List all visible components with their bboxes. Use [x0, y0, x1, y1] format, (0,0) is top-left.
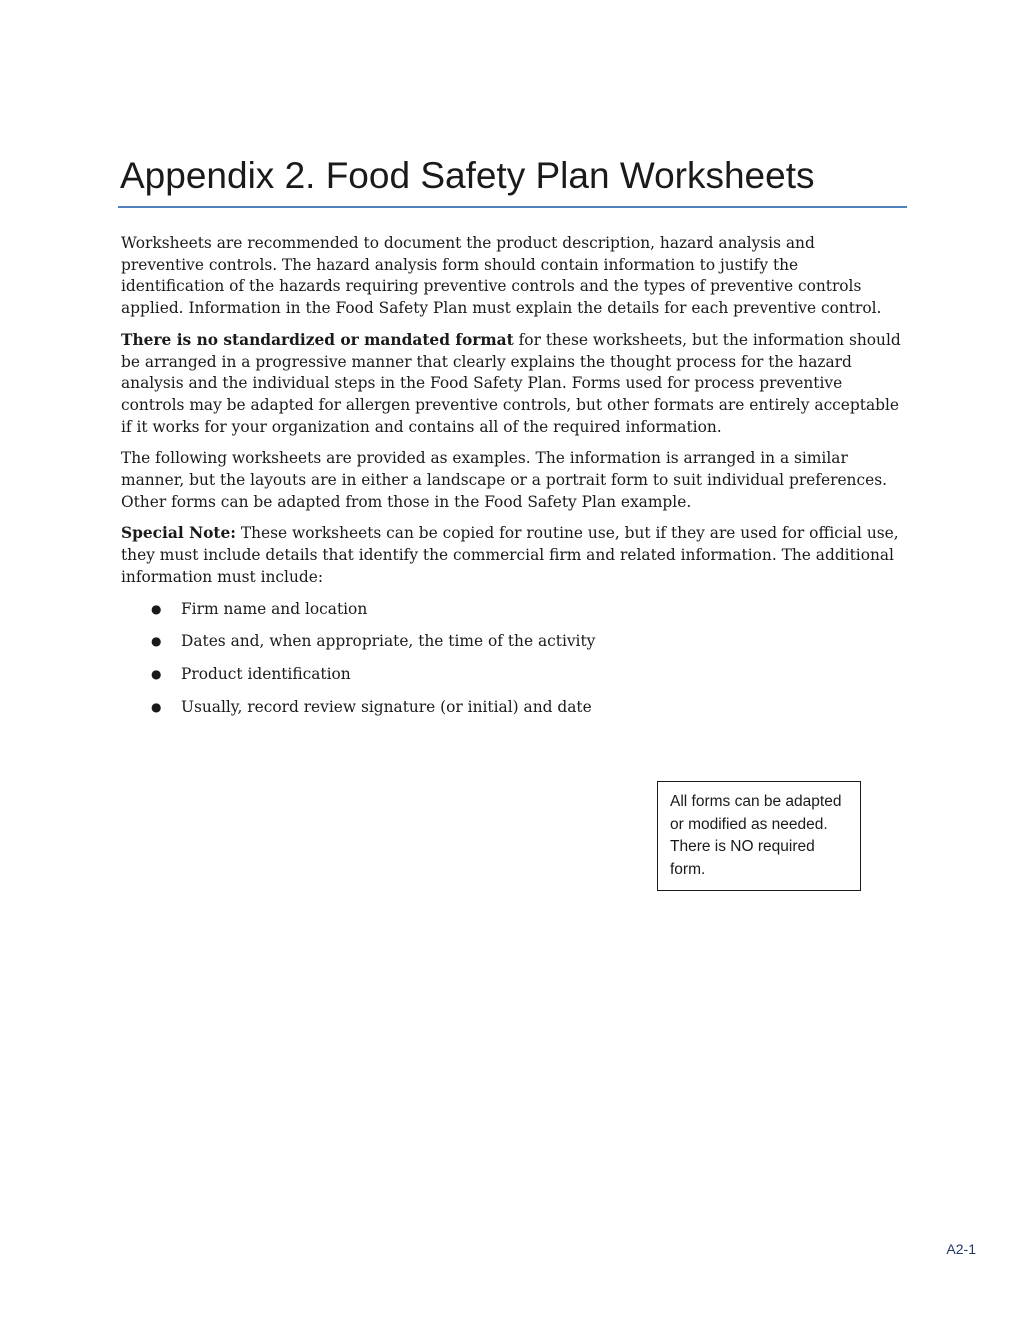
bullet-icon: ● [151, 601, 162, 616]
special-note-label: Special Note: [121, 524, 236, 543]
list-item [121, 664, 901, 686]
required-info-list [121, 599, 901, 719]
title-underline [118, 206, 907, 208]
list-item-text: Product identification [181, 664, 351, 683]
list-item-text: Usually, record review signature (or initial) and date [181, 697, 592, 716]
bullet-icon: ● [151, 634, 162, 649]
list-item [121, 599, 901, 621]
format-paragraph-bold-lead: There is no standardized or mandated format [121, 330, 514, 349]
list-item-text: Dates and, when appropriate, the time of the activity [181, 632, 596, 651]
note-box: All forms can be adapted or modified as needed. There is NO required form. [657, 781, 861, 891]
page-title: Appendix 2. Food Safety Plan Worksheets [120, 155, 815, 196]
intro-paragraph: Worksheets are recommended to document the product description, hazard analysis and preventive controls. The hazard analysis form should contain information to justify the identification of the hazards requiring preventive controls and the types of preventive controls applied. Information in the Food Safety Plan must explain the details for each preventive control. [121, 234, 882, 318]
special-note-paragraph [121, 523, 901, 588]
document-body [121, 233, 901, 718]
format-paragraph [121, 330, 901, 439]
examples-paragraph: The following worksheets are provided as examples. The information is arranged in a similar manner, but the layouts are in either a landscape or a portrait form to suit individual preferences. Other forms can be adapted from those in the Food Safety Plan example. [121, 449, 887, 511]
bullet-icon: ● [151, 666, 162, 681]
special-note-text: These worksheets can be copied for routine use, but if they are used for official use, they must include details that identify the commercial firm and related information. The additional information must include: [121, 524, 899, 586]
format-paragraph-text: for these worksheets, but the information should be arranged in a progressive manner that clearly explains the thought process for the hazard analysis and the individual steps in the Food Safety Plan. Forms used for process preventive controls may be adapted for allergen preventive controls, but other formats are entirely acceptable if it works for your organization and contains all of the required information. [121, 330, 901, 436]
list-item [121, 697, 901, 719]
page-number: A2-1 [946, 1241, 976, 1257]
bullet-icon: ● [151, 699, 162, 714]
list-item [121, 631, 901, 653]
list-item-text: Firm name and location [181, 599, 368, 618]
